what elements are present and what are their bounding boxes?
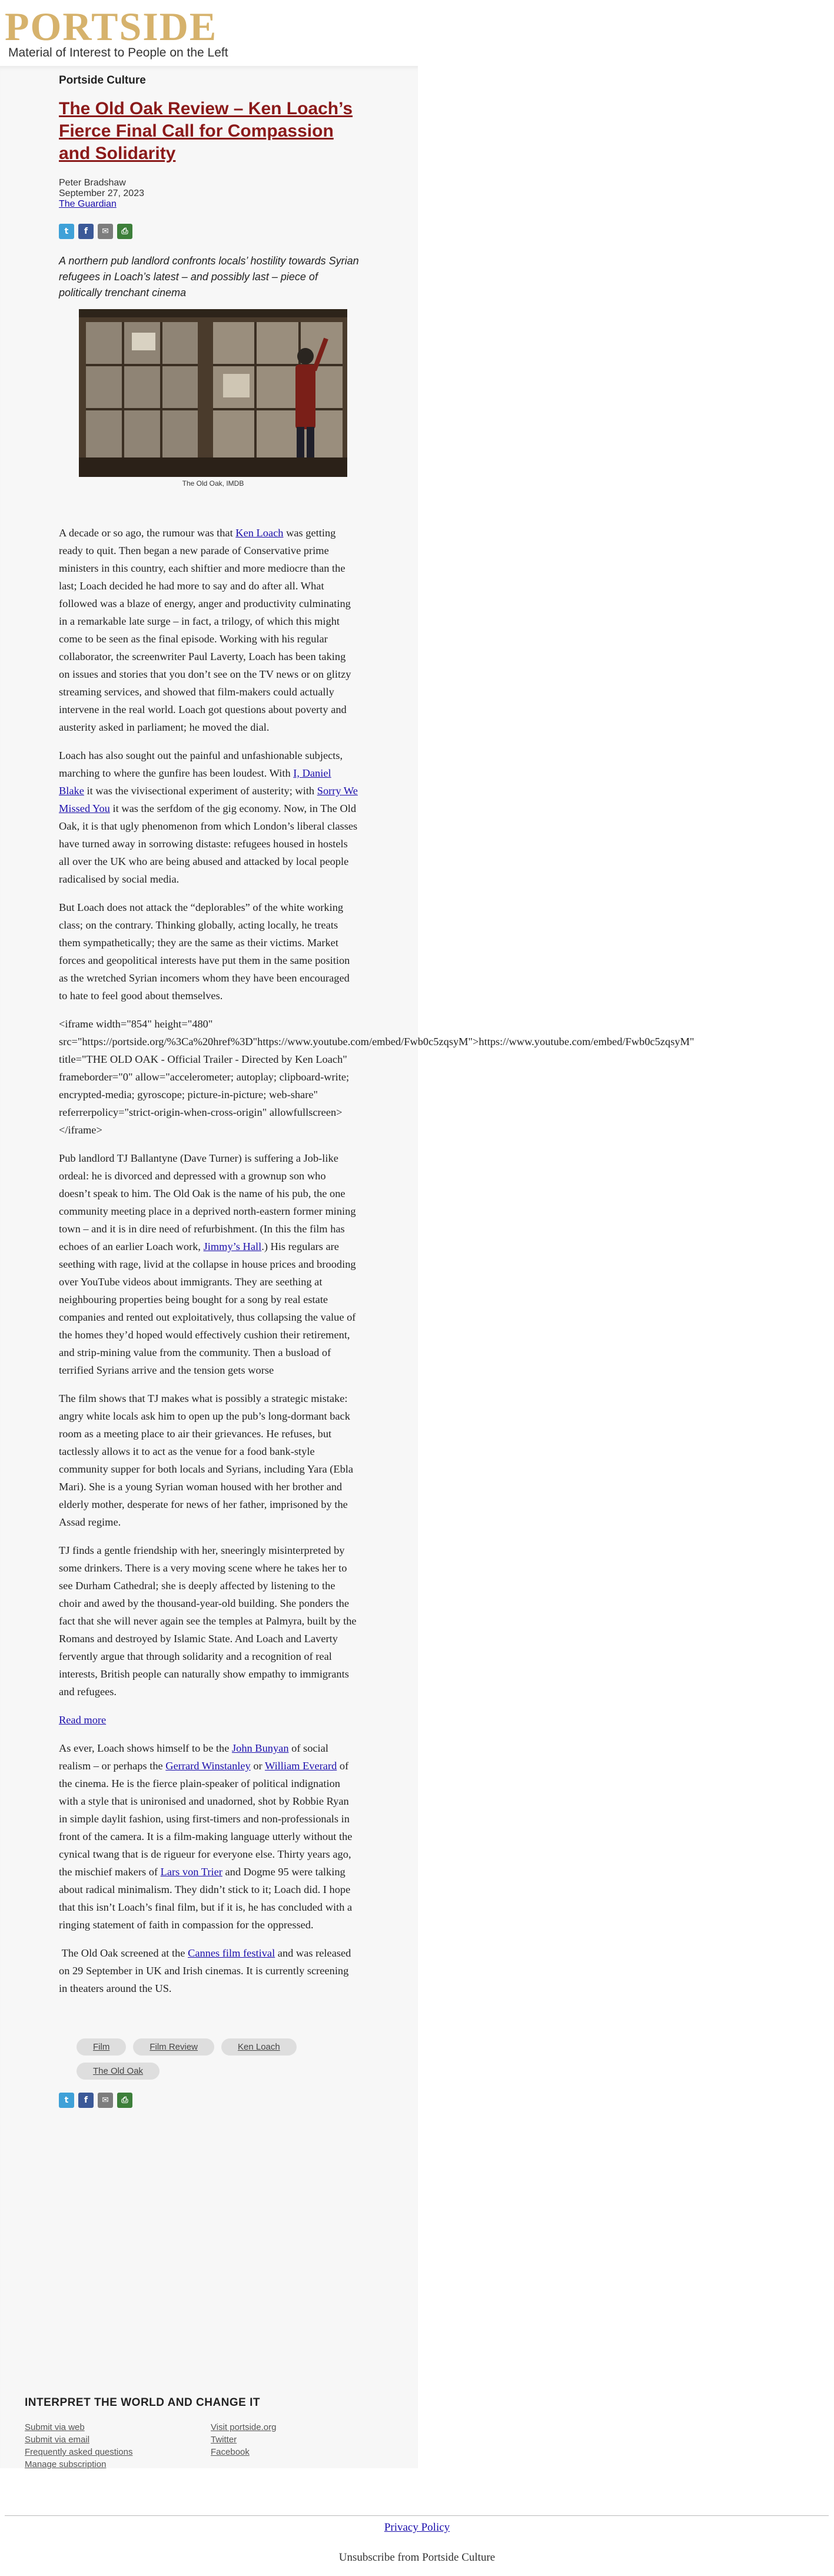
william-everard-link[interactable]: William Everard <box>264 1760 337 1772</box>
privacy-row <box>0 2521 834 2534</box>
footer-heading: INTERPRET THE WORLD AND CHANGE IT <box>25 2396 261 2409</box>
text: The Old Oak screened at the <box>59 1947 188 1959</box>
raw-iframe-code <box>59 1015 695 1139</box>
lars-von-trier-link[interactable]: Lars von Trier <box>160 1866 222 1878</box>
text: and was released on 29 September in UK and Irish cinemas. It is currently screening in theaters around the US. <box>59 1947 351 1994</box>
article-photo <box>79 309 347 477</box>
photo-caption: The Old Oak, IMDB <box>182 479 244 488</box>
paragraph-6: TJ finds a gentle friendship with her, sneeringly misinterpreted by some drinkers. There is a very moving scene where he takes her to see Durham Cathedral; she is deeply affected by listening to the choir and awed by the thousand-year-old building. She ponders the fact that she will never again see the temples at Palmyra, built by the Romans and destroyed by Islamic State. And Loach and Laverty fervently argue that through solidarity and a recognition of real interests, British people can naturally show empathy to immigrants and refugees. <box>59 1544 357 1698</box>
paragraph-5: The film shows that TJ makes what is possibly a strategic mistake: angry white locals ask him to open up the pub’s long-dormant back room as a meeting place to air their grievances. He refuses, but tactlessly allows it to act as the venue for a food bank-style community supper for both locals and Syrians, including Yara (Ebla Mari). She is a young Syrian woman housed with her brother and elderly mother, desperate for news of her father, imprisoned by the Assad regime. <box>59 1393 354 1528</box>
paragraph-8 <box>59 1944 359 1997</box>
tag-film-review[interactable]: Film Review <box>133 2038 214 2056</box>
article-body <box>59 524 695 1997</box>
paragraph-4 <box>59 1149 359 1379</box>
text: Pub landlord TJ Ballantyne (Dave Turner) is suffering a Job-like ordeal: he is divorced and depressed with a grownup son who doesn’t speak to him. The Old Oak is the name of his pub, the one community meeting place in a deprived north-eastern former mining town – and it is in dire need of refurbishment. (In this the film has echoes of an earlier Loach work, <box>59 1152 356 1252</box>
text: of social realism – or perhaps the <box>59 1742 328 1772</box>
date: September 27, 2023 <box>59 188 144 198</box>
text: or <box>250 1760 265 1772</box>
tag-list <box>77 2038 347 2080</box>
twitter-link[interactable]: Twitter <box>211 2435 237 2445</box>
text: A decade or so ago, the rumour was that <box>59 527 236 539</box>
cannes-link[interactable]: Cannes film festival <box>188 1947 275 1959</box>
article-figure <box>79 309 347 488</box>
portside-logo[interactable]: PORTSIDE <box>5 4 218 49</box>
paragraph-1 <box>59 524 359 736</box>
footer-right-col <box>211 2421 397 2471</box>
twitter-icon[interactable]: t <box>59 2093 74 2108</box>
article-content <box>59 74 695 2108</box>
sorry-we-missed-you-link[interactable]: Sorry We Missed You <box>59 785 358 814</box>
text: of the cinema. He is the fierce plain-speaker of political indignation with a style that is unironised and unadorned, shot by Robbie Ryan in simple daylit fashion, using first-timers and non-professionals in front of the camera. It is a film-making language utterly without the cynical twang that is de rigueur for everyone else. Thirty years ago, the mischief makers of <box>59 1760 353 1878</box>
text: src="https://portside.org/%3Ca%20href%3D"https://www.youtube.com/embed/Fwb0c5zqsyM">https://www.youtube.com/embed/Fwb0c5zqsyM" <box>59 1036 695 1047</box>
author: Peter Bradshaw <box>59 178 126 188</box>
footer-left-col <box>25 2421 211 2471</box>
read-more-row <box>59 1711 359 1729</box>
byline <box>59 178 359 210</box>
text: As ever, Loach shows himself to be the <box>59 1742 232 1754</box>
visit-portside-link[interactable]: Visit portside.org <box>211 2422 277 2432</box>
unsubscribe-text[interactable]: Unsubscribe from Portside Culture <box>338 2551 496 2564</box>
tag-the-old-oak[interactable]: The Old Oak <box>77 2063 160 2080</box>
tag-ken-loach[interactable]: Ken Loach <box>221 2038 297 2056</box>
facebook-link[interactable]: Facebook <box>211 2447 250 2457</box>
text: it was the vivisectional experiment of austerity; with <box>84 785 317 797</box>
submit-email-link[interactable]: Submit via email <box>25 2435 90 2445</box>
text: title="THE OLD OAK - Official Trailer - Directed by Ken Loach" frameborder="0" allow="accelerometer; autoplay; clipboard-write; encrypted-media; gyroscope; picture-in-picture; web-share" referrerpolicy="strict-origin-when-cross-origin" allowfullscreen></iframe> <box>59 1053 350 1136</box>
source-link[interactable]: The Guardian <box>59 199 117 209</box>
ken-loach-link[interactable]: Ken Loach <box>235 527 284 539</box>
newsletter-footer <box>25 2396 401 2471</box>
facebook-icon[interactable]: f <box>78 2093 94 2108</box>
paragraph-3: But Loach does not attack the “deplorables” of the white working class; on the contrary. Thinking globally, acting locally, he treats them sympathetically; they are the same as their victims. Market forces and geopolitical interests have put them in the same position as the wretched Syrian incomers whom they have been encouraged to hate to feel good about themselves. <box>59 901 350 1002</box>
paragraph-7 <box>59 1739 359 1934</box>
footer-links <box>25 2421 401 2471</box>
twitter-icon[interactable]: t <box>59 224 74 239</box>
text: and Dogme 95 were talking about radical minimalism. They didn’t stick to it; Loach did. I hope that this isn’t Loach’s final film, but if it is, he has concluded with a ringing statement of faith in compassion for the oppressed. <box>59 1866 353 1931</box>
paragraph-2 <box>59 747 359 888</box>
john-bunyan-link[interactable]: John Bunyan <box>231 1742 289 1754</box>
text: <iframe width="854" height="480" <box>59 1018 213 1030</box>
text: Loach has also sought out the painful and unfashionable subjects, marching to where the gunfire has been loudest. With <box>59 750 343 779</box>
masthead <box>5 6 417 71</box>
submit-web-link[interactable]: Submit via web <box>25 2422 85 2432</box>
footer-divider <box>5 2515 829 2516</box>
daniel-blake-link[interactable]: I, Daniel Blake <box>59 767 331 797</box>
text: .) His regulars are seething with rage, livid at the collapse in house prices and brooding over YouTube videos about immigrants. They are seething at neighbouring properties being bought for a song by real estate companies and rented out exploitatively, thus collapsing the value of the homes they’d hoped would effectively cushion their retirement, and strip-mining value from the community. Then a busload of terrified Syrians arrive and the tension gets worse <box>59 1241 356 1376</box>
print-icon[interactable]: ⎙ <box>117 224 132 239</box>
text: was getting ready to quit. Then began a new parade of Conservative prime ministers in this country, each shiftier and more mediocre than the last; Loach decided he had more to say and do after all. What followed was a blaze of energy, anger and productivity culminating in a remarkable late surge – in fact, a trilogy, of which this might come to be seen as the final episode. Working with his regular collaborator, the screenwriter Paul Laverty, Loach has been taking on issues and stories that you don’t see on the TV news or on glitzy streaming services, and showed that film-makers could actually intervene in the real world. Loach got questions about poverty and austerity asked in parliament; he moved the dial. <box>59 527 351 733</box>
gerrard-winstanley-link[interactable]: Gerrard Winstanley <box>165 1760 251 1772</box>
article-title[interactable]: The Old Oak Review – Ken Loach’s Fierce Final Call for Compassion and Solidarity <box>59 99 353 163</box>
section-label: Portside Culture <box>59 74 146 87</box>
article-summary: A northern pub landlord confronts locals’ hostility towards Syrian refugees in Loach’s latest – and possibly last – piece of politically trenchant cinema <box>59 255 359 299</box>
email-icon[interactable]: ✉ <box>98 224 113 239</box>
share-bar-bottom <box>59 2093 359 2108</box>
privacy-policy-link[interactable]: Privacy Policy <box>384 2521 450 2534</box>
pub-window-illustration <box>79 309 347 477</box>
tagline: Material of Interest to People on the Left <box>8 46 228 59</box>
print-icon[interactable]: ⎙ <box>117 2093 132 2108</box>
tag-film[interactable]: Film <box>77 2038 126 2056</box>
text: it was the serfdom of the gig economy. Now, in The Old Oak, it is that ugly phenomenon from which London’s liberal classes have turned away in sorrowing distaste: refugees housed in hostels all over the UK who are being abused and attacked by local people radicalised by social media. <box>59 803 358 885</box>
email-icon[interactable]: ✉ <box>98 2093 113 2108</box>
read-more-link[interactable]: Read more <box>59 1714 107 1726</box>
faq-link[interactable]: Frequently asked questions <box>25 2447 133 2457</box>
manage-subscription-link[interactable]: Manage subscription <box>25 2459 107 2469</box>
facebook-icon[interactable]: f <box>78 224 94 239</box>
share-bar <box>59 224 359 239</box>
jimmys-hall-link[interactable]: Jimmy’s Hall <box>203 1241 262 1252</box>
